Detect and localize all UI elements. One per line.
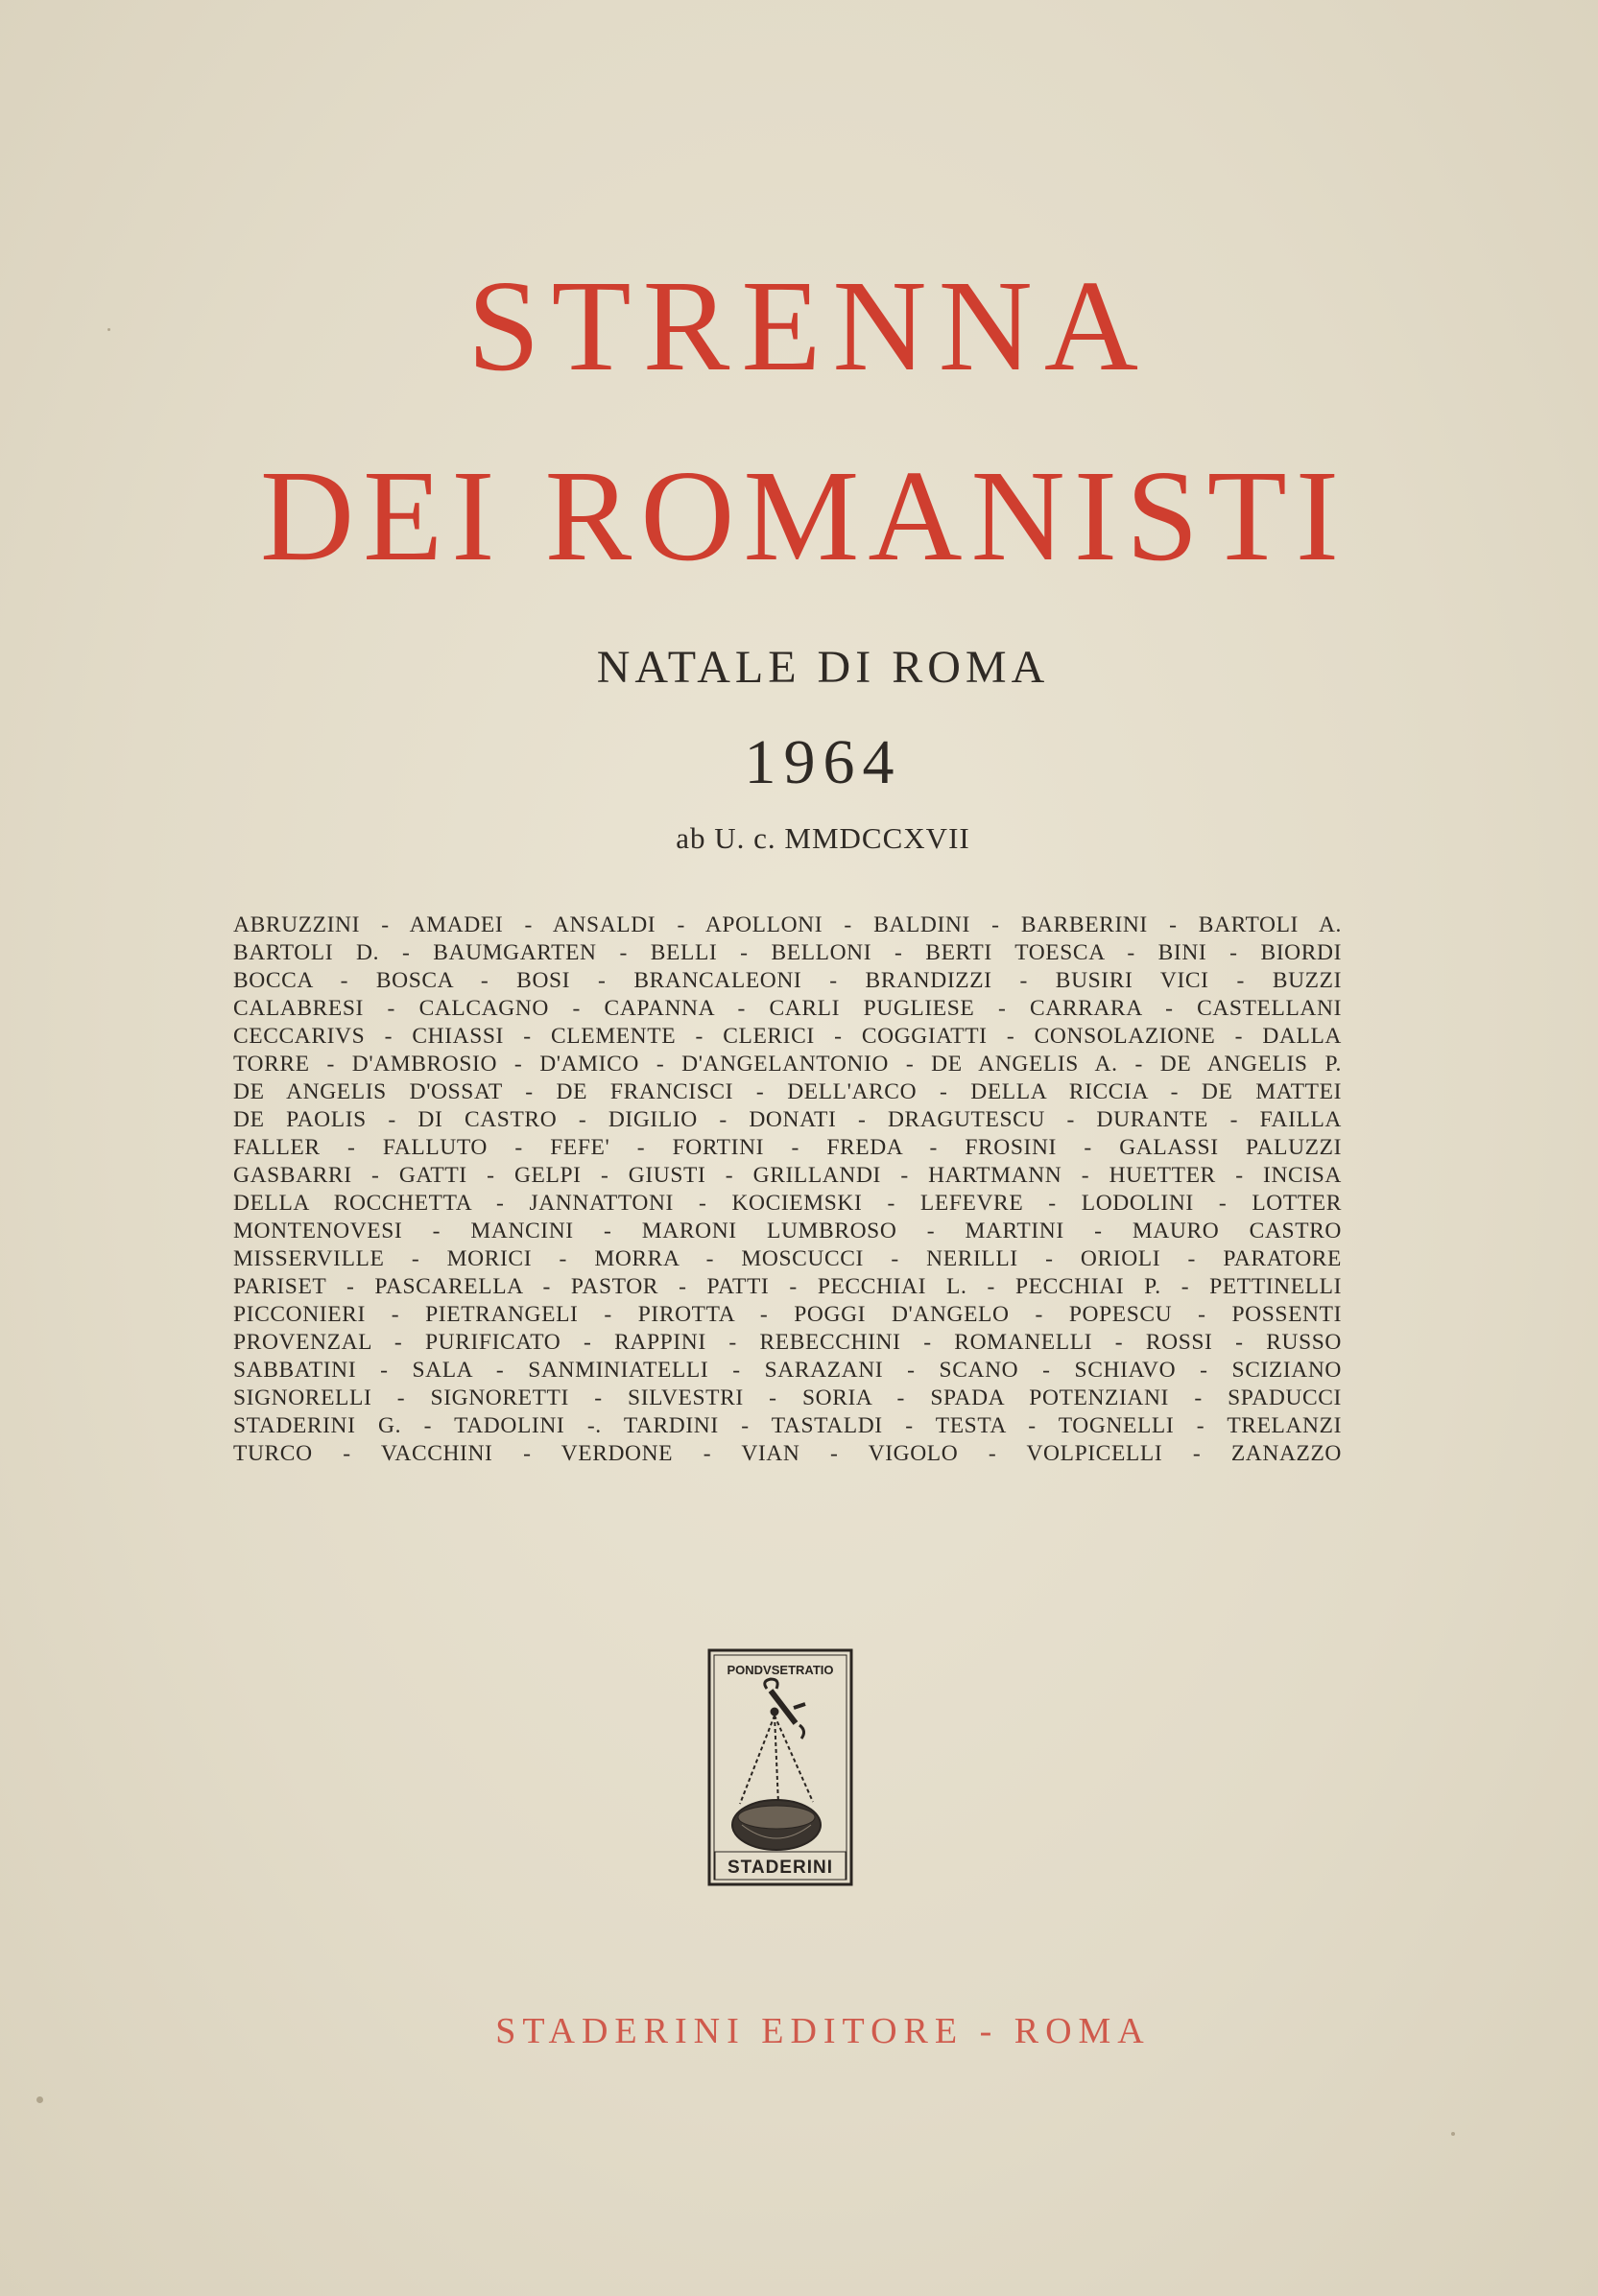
paper-speck: [36, 2096, 43, 2103]
author-line: PICCONIERI - PIETRANGELI - PIROTTA - POGGI D'ANGELO - POPESCU - POSSENTI: [233, 1302, 1342, 1327]
author-line: TURCO - VACCHINI - VERDONE - VIAN - VIGOLO - VOLPICELLI - ZANAZZO: [233, 1441, 1342, 1466]
paper-speck: [107, 328, 110, 331]
subtitle: NATALE DI ROMA: [596, 642, 1050, 693]
author-line: MONTENOVESI - MANCINI - MARONI LUMBROSO - MARTINI - MAURO CASTRO: [233, 1219, 1342, 1243]
title-line-1: STRENNA: [466, 254, 1151, 398]
paper-speck: [1451, 2132, 1455, 2136]
author-line: SIGNORELLI - SIGNORETTI - SILVESTRI - SORIA - SPADA POTENZIANI - SPADUCCI: [233, 1385, 1342, 1410]
author-line: TORRE - D'AMBROSIO - D'AMICO - D'ANGELANTONIO - DE ANGELIS A. - DE ANGELIS P.: [233, 1052, 1342, 1077]
author-line: DE PAOLIS - DI CASTRO - DIGILIO - DONATI - DRAGUTESCU - DURANTE - FAILLA: [233, 1107, 1342, 1132]
ab-urbe-condita: ab U. c. MMDCCXVII: [676, 821, 970, 855]
title-line-2: DEI ROMANISTI: [259, 444, 1348, 588]
scale-icon: [732, 1679, 821, 1850]
author-line: MISSERVILLE - MORICI - MORRA - MOSCUCCI - NERILLI - ORIOLI - PARATORE: [233, 1246, 1342, 1271]
author-line: SABBATINI - SALA - SANMINIATELLI - SARAZANI - SCANO - SCHIAVO - SCIZIANO: [233, 1358, 1342, 1383]
author-line: STADERINI G. - TADOLINI -. TARDINI - TASTALDI - TESTA - TOGNELLI - TRELANZI: [233, 1413, 1342, 1438]
author-line: DE ANGELIS D'OSSAT - DE FRANCISCI - DELL'ARCO - DELLA RICCIA - DE MATTEI: [233, 1079, 1342, 1104]
author-line: BOCCA - BOSCA - BOSI - BRANCALEONI - BRANDIZZI - BUSIRI VICI - BUZZI: [233, 968, 1342, 993]
publisher-imprint: STADERINI EDITORE - ROMA: [495, 2011, 1151, 2051]
author-line: GASBARRI - GATTI - GELPI - GIUSTI - GRILLANDI - HARTMANN - HUETTER - INCISA: [233, 1163, 1342, 1188]
author-line: DELLA ROCCHETTA - JANNATTONI - KOCIEMSKI - LEFEVRE - LODOLINI - LOTTER: [233, 1191, 1342, 1216]
year: 1964: [744, 727, 902, 797]
author-line: CECCARIVS - CHIASSI - CLEMENTE - CLERICI - COGGIATTI - CONSOLAZIONE - DALLA: [233, 1024, 1342, 1049]
author-line: CALABRESI - CALCAGNO - CAPANNA - CARLI PUGLIESE - CARRARA - CASTELLANI: [233, 996, 1342, 1021]
author-line: PARISET - PASCARELLA - PASTOR - PATTI - PECCHIAI L. - PECCHIAI P. - PETTINELLI: [233, 1274, 1342, 1299]
author-list: [233, 911, 1342, 1468]
author-line: PROVENZAL - PURIFICATO - RAPPINI - REBECCHINI - ROMANELLI - ROSSI - RUSSO: [233, 1330, 1342, 1355]
author-line: FALLER - FALLUTO - FEFE' - FORTINI - FREDA - FROSINI - GALASSI PALUZZI: [233, 1135, 1342, 1160]
author-line: BARTOLI D. - BAUMGARTEN - BELLI - BELLONI - BERTI TOESCA - BINI - BIORDI: [233, 940, 1342, 965]
steelyard-scale-logo: [707, 1648, 853, 1886]
logo-name: STADERINI: [727, 1858, 833, 1878]
logo-motto: PONDVSETRATIO: [727, 1663, 834, 1677]
author-line: ABRUZZINI - AMADEI - ANSALDI - APOLLONI - BALDINI - BARBERINI - BARTOLI A.: [233, 912, 1342, 937]
